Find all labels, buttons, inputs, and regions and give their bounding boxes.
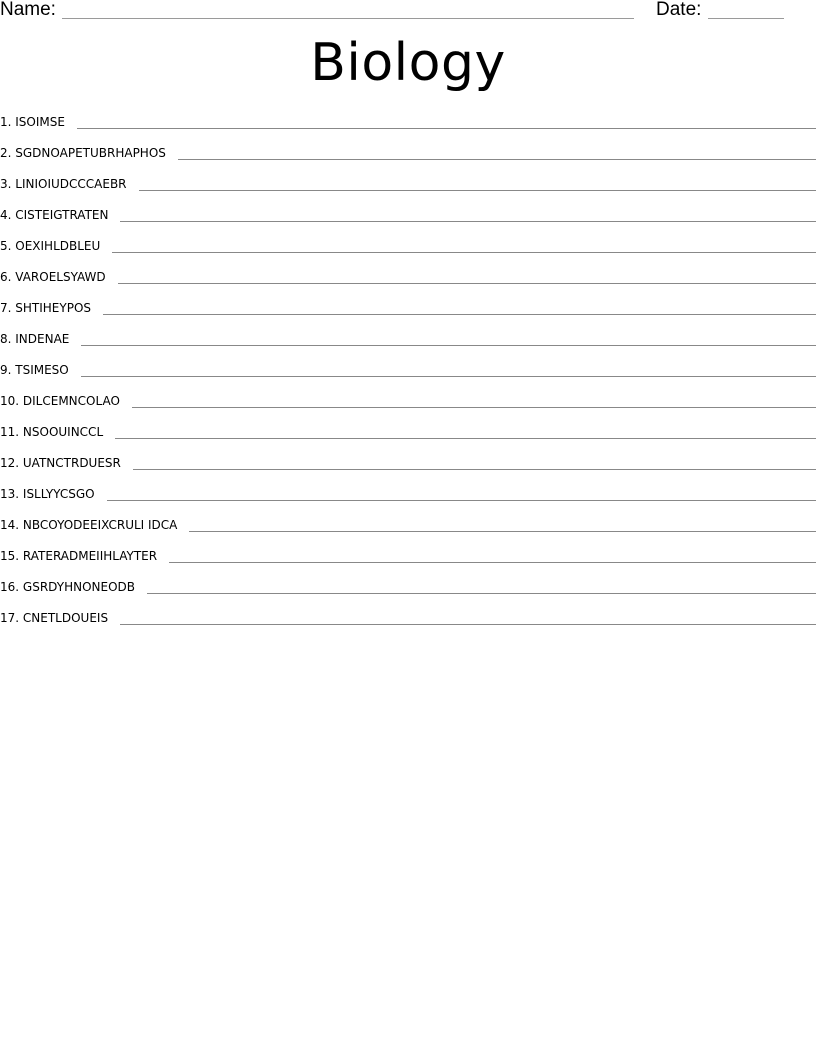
worksheet-header	[0, 0, 816, 24]
scrambled-word: 8. INDENAE	[0, 332, 70, 346]
date-field-line[interactable]	[708, 18, 784, 19]
answer-line[interactable]	[107, 500, 816, 501]
answer-line[interactable]	[118, 283, 816, 284]
scrambled-word: 13. ISLLYYCSGO	[0, 487, 95, 501]
scrambled-word: 16. GSRDYHNONEODB	[0, 580, 135, 594]
date-label: Date:	[656, 0, 702, 20]
scrambled-word: 5. OEXIHLDBLEU	[0, 239, 101, 253]
scrambled-word: 17. CNETLDOUEIS	[0, 611, 109, 625]
list-item	[0, 389, 816, 420]
scrambled-word: 1. ISOIMSE	[0, 115, 65, 129]
list-item	[0, 110, 816, 141]
scrambled-word: 4. CISTEIGTRATEN	[0, 208, 109, 222]
list-item	[0, 358, 816, 389]
answer-line[interactable]	[115, 438, 816, 439]
list-item	[0, 296, 816, 327]
answer-line[interactable]	[147, 593, 816, 594]
list-item	[0, 544, 816, 575]
list-item	[0, 451, 816, 482]
list-item	[0, 606, 816, 637]
list-item	[0, 265, 816, 296]
list-item	[0, 327, 816, 358]
list-item	[0, 141, 816, 172]
answer-line[interactable]	[77, 128, 816, 129]
answer-line[interactable]	[133, 469, 816, 470]
scrambled-word: 12. UATNCTRDUESR	[0, 456, 121, 470]
scramble-list	[0, 110, 816, 637]
answer-line[interactable]	[132, 407, 816, 408]
list-item	[0, 513, 816, 544]
name-label: Name:	[0, 0, 56, 20]
scrambled-word: 11. NSOOUINCCL	[0, 425, 104, 439]
scrambled-word: 6. VAROELSYAWD	[0, 270, 106, 284]
answer-line[interactable]	[169, 562, 816, 563]
page-title: Biology	[310, 33, 506, 93]
list-item	[0, 234, 816, 265]
list-item	[0, 172, 816, 203]
scrambled-word: 2. SGDNOAPETUBRHAPHOS	[0, 146, 166, 160]
list-item	[0, 482, 816, 513]
scrambled-word: 15. RATERADMEIIHLAYTER	[0, 549, 158, 563]
list-item	[0, 203, 816, 234]
scrambled-word: 10. DILCEMNCOLAO	[0, 394, 120, 408]
list-item	[0, 575, 816, 606]
answer-line[interactable]	[139, 190, 816, 191]
answer-line[interactable]	[81, 345, 816, 346]
list-item	[0, 420, 816, 451]
scrambled-word: 14. NBCOYODEEIXCRULI IDCA	[0, 518, 178, 532]
scrambled-word: 9. TSIMESO	[0, 363, 69, 377]
answer-line[interactable]	[81, 376, 816, 377]
answer-line[interactable]	[120, 624, 816, 625]
scrambled-word: 3. LINIOIUDCCCAEBR	[0, 177, 127, 191]
answer-line[interactable]	[189, 531, 816, 532]
answer-line[interactable]	[120, 221, 816, 222]
scrambled-word: 7. SHTIHEYPOS	[0, 301, 92, 315]
name-field-line[interactable]	[62, 18, 634, 19]
answer-line[interactable]	[103, 314, 816, 315]
answer-line[interactable]	[178, 159, 816, 160]
answer-line[interactable]	[112, 252, 816, 253]
